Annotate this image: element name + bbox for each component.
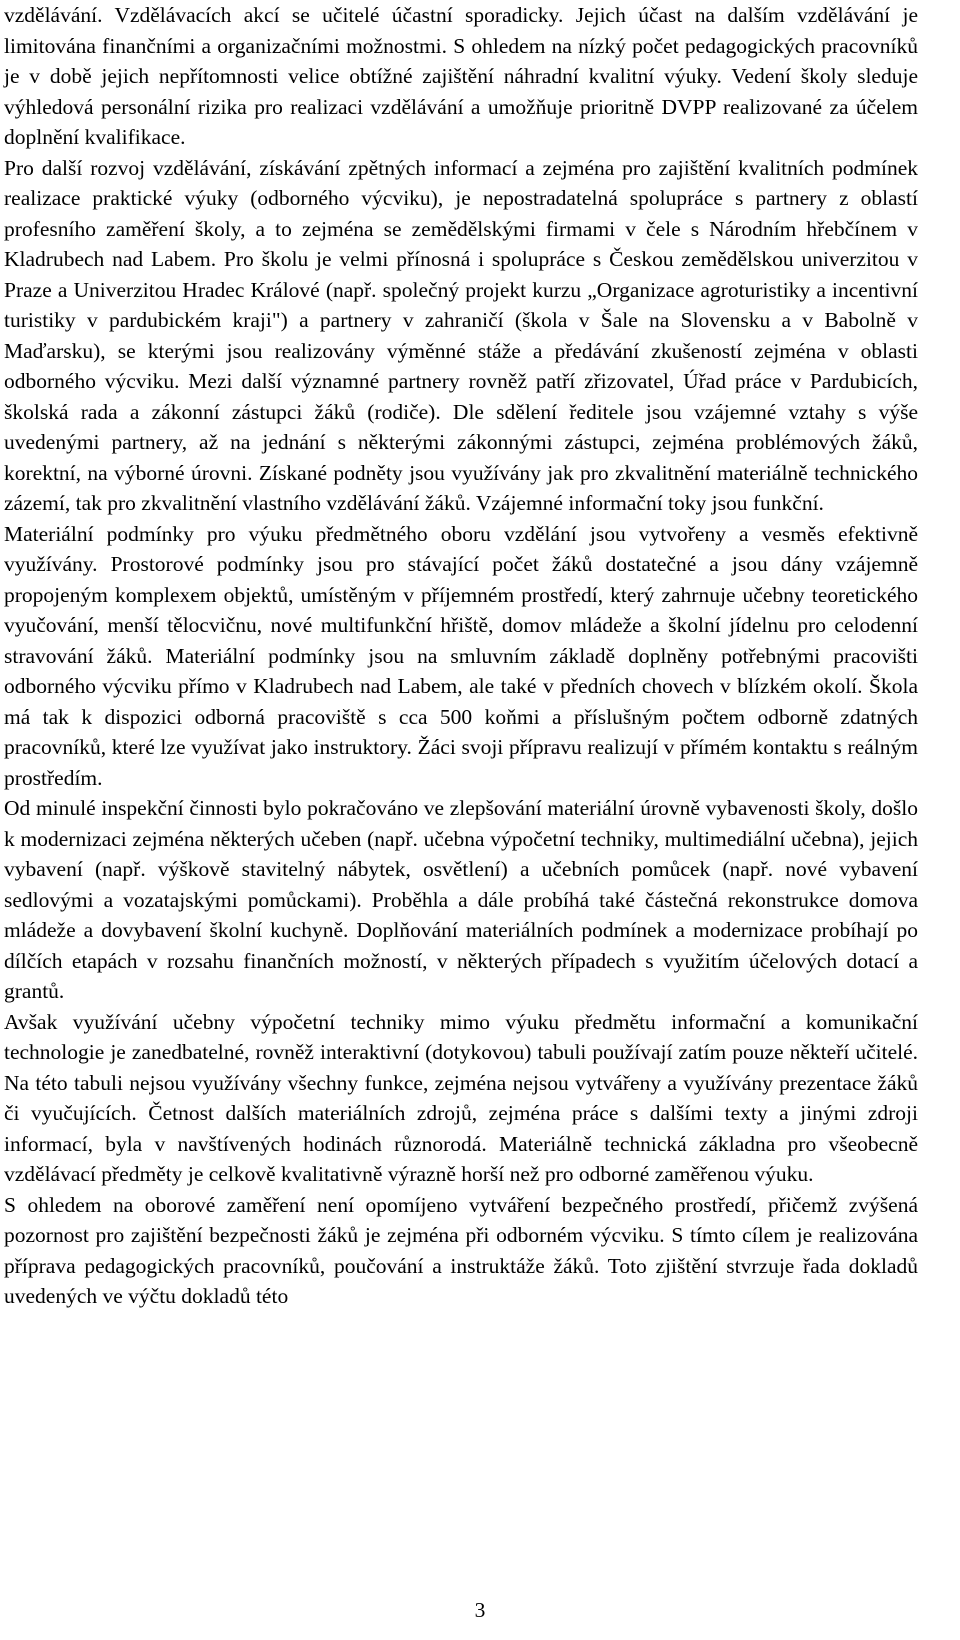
paragraph-5: Avšak využívání učebny výpočetní techniky mimo výuku předmětu informační a komunikační technologie je zanedbatelné, rovněž interaktivní (dotykovou) tabuli používají zatím pouze někteří učitelé. Na této tabuli nejsou využívány všechny funkce, zejména nejsou vytvářeny a využívány prezentace žáků či vyučujících. Četnost dalších materiálních zdrojů, zejména práce s dalšími texty a jinými zdroji informací, byla v navštívených hodinách různorodá. Materiálně technická základna pro všeobecně vzdělávací předměty je celkově kvalitativně výrazně horší než pro odborné zaměřenou výuku.	[4, 1009, 918, 1186]
paragraph-1: vzdělávání. Vzdělávacích akcí se učitelé účastní sporadicky. Jejich účast na dalším vzdělávání je limitována finančními a organizačními možnostmi. S ohledem na nízký počet pedagogických pracovníků je v době jejich nepřítomnosti velice obtížné zajištění náhradní kvalitní výuky. Vedení školy sleduje výhledová personální rizika pro realizaci vzdělávání a umožňuje prioritně DVPP realizované za účelem doplnění kvalifikace.	[4, 3, 918, 149]
document-body	[4, 0, 918, 1312]
paragraph-6: S ohledem na oborové zaměření není opomíjeno vytváření bezpečného prostředí, přičemž zvýšená pozornost pro zajištění bezpečnosti žáků je zejména při odborném výcviku. S tímto cílem je realizována příprava pedagogických pracovníků, poučování a instruktáže žáků. Toto zjištění stvrzuje řada dokladů uvedených ve výčtu dokladů této	[4, 1192, 918, 1308]
page-number: 3	[474, 1598, 486, 1622]
paragraph-4: Od minulé inspekční činnosti bylo pokračováno ve zlepšování materiální úrovně vybavenosti školy, došlo k modernizaci zejména některých učeben (např. učebna výpočetní techniky, multimediální učebna), jejich vybavení (např. výškově stavitelný nábytek, osvětlení) a učebních pomůcek (např. nové vybavení sedlovými a vozatajskými pomůckami). Proběhla a dále probíhá také částečná rekonstrukce domova mládeže a dovybavení školní kuchyně. Doplňování materiálních podmínek a modernizace probíhají po dílčích etapách v rozsahu finančních možností, v některých případech s využitím účelových dotací a grantů.	[4, 796, 918, 1003]
paragraph-2: Pro další rozvoj vzdělávání, získávání zpětných informací a zejména pro zajištění kvalitních podmínek realizace praktické výuky (odborného výcviku), je nepostradatelná spolupráce s partnery z oblastí profesního zaměření školy, a to zejména se zemědělskými firmami v čele s Národním hřebčínem v Kladrubech nad Labem. Pro školu je velmi přínosná i spolupráce s Českou zemědělskou univerzitou v Praze a Univerzitou Hradec Králové (např. společný projekt kurzu „Organizace agroturistiky a incentivní turistiky v pardubickém kraji") a partnery v zahraničí (škola v Šale na Slovensku a v Babolně v Maďarsku), se kterými jsou realizovány výměnné stáže a předávání zkušeností zejména v oblasti odborného výcviku. Mezi další významné partnery rovněž patří zřizovatel, Úřad práce v Pardubicích, školská rada a zákonní zástupci žáků (rodiče). Dle sdělení ředitele jsou vzájemné vztahy s výše uvedenými partnery, až na jednání s některými zákonnými zástupci, zejména problémových žáků, korektní, na výborné úrovni. Získané podněty jsou využívány jak pro zkvalitnění materiálně technického zázemí, tak pro zkvalitnění vlastního vzdělávání žáků. Vzájemné informační toky jsou funkční.	[4, 155, 918, 515]
paragraph-3: Materiální podmínky pro výuku předmětného oboru vzdělání jsou vytvořeny a vesměs efektivně využívány. Prostorové podmínky jsou pro stávající počet žáků dostatečné a jsou dány vzájemně propojeným komplexem objektů, umístěným v příjemném prostředí, který zahrnuje učebny teoretického vyučování, menší tělocvičnu, nové multifunkční hřiště, domov mládeže a školní jídelnu pro celodenní stravování žáků. Materiální podmínky jsou na smluvním základě doplněny potřebnými pracovišti odborného výcviku přímo v Kladrubech nad Labem, ale také v předních chovech v blízkém okolí. Škola má tak k dispozici odborná pracoviště s cca 500 koňmi a příslušným počtem odborně zdatných pracovníků, které lze využívat jako instruktory. Žáci svoji přípravu realizují v přímém kontaktu s reálným prostředím.	[4, 521, 918, 790]
